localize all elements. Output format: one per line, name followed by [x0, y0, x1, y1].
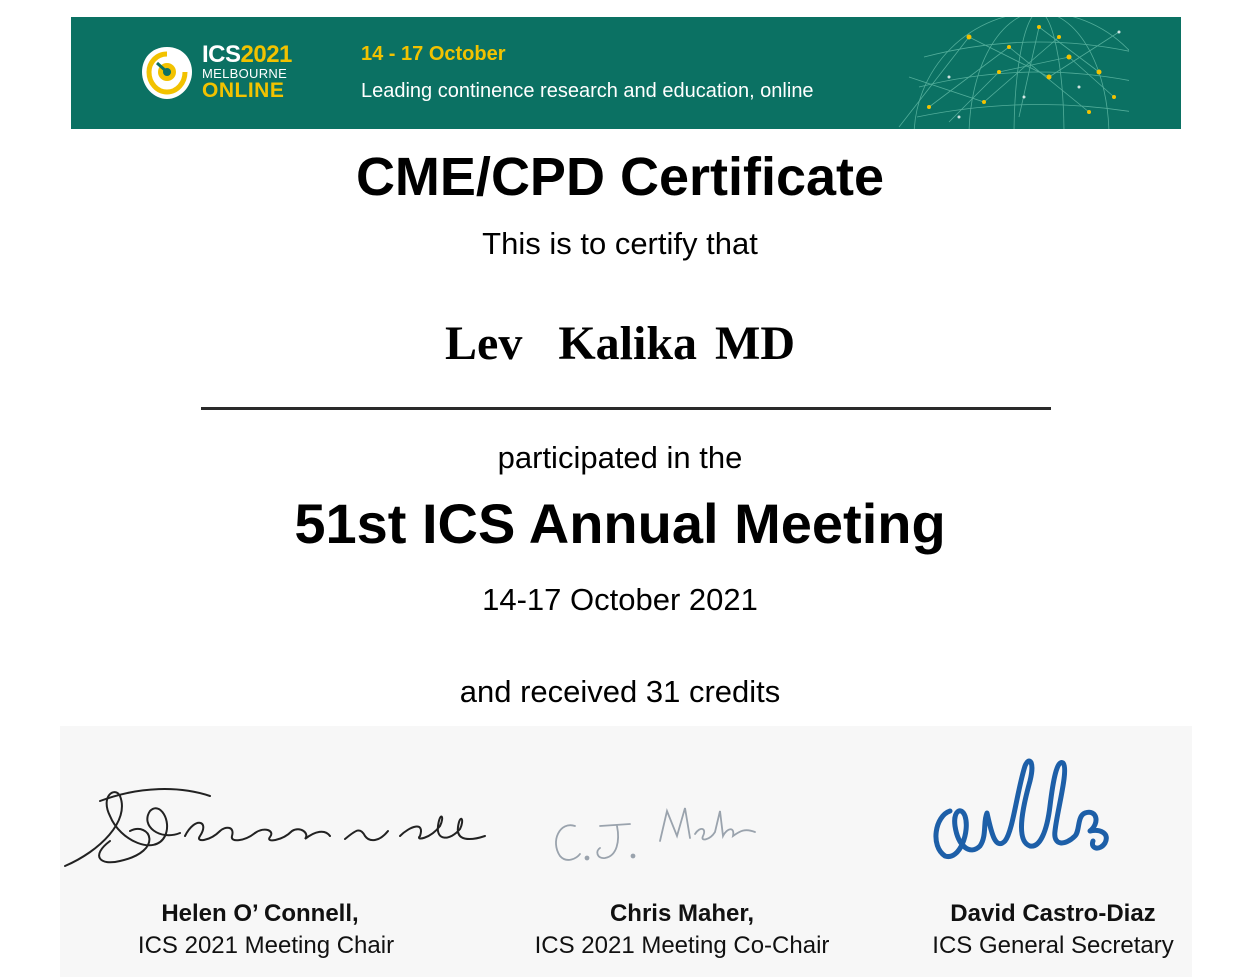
participated-text: participated in the: [497, 440, 743, 475]
logo-wordmark: [202, 43, 292, 101]
event-banner: [71, 17, 1181, 129]
certificate-title: CME/CPD Certificate: [355, 147, 885, 207]
signatory-role-1: ICS 2021 Meeting Chair: [137, 932, 395, 959]
meeting-name: 51st ICS Annual Meeting: [294, 492, 946, 555]
signature-chris-maher: [545, 796, 775, 871]
certify-text: This is to certify that: [482, 226, 758, 261]
signatory-name-3: David Castro-Diaz: [950, 900, 1156, 927]
meeting-dates: 14-17 October 2021: [482, 582, 758, 617]
signatures-panel: [60, 726, 1192, 977]
ics-logo-icon: [139, 43, 195, 103]
logo-online: ONLINE: [202, 79, 285, 102]
signature-helen-oconnell: [60, 781, 500, 876]
signatory-role-3: ICS General Secretary: [932, 932, 1174, 959]
logo-year: 2021: [240, 41, 292, 68]
globe-network-icon: [889, 17, 1129, 129]
banner-dates: 14 - 17 October: [361, 43, 506, 65]
logo-ics: ICS: [202, 41, 241, 68]
signature-david-castro-diaz: [925, 751, 1135, 871]
signatory-name-2: Chris Maher,: [609, 900, 755, 927]
name-underline: [201, 407, 1051, 410]
recipient-name: Lev Kalika MD: [445, 317, 795, 370]
signatory-name-1: Helen O’ Connell,: [161, 900, 359, 927]
banner-tagline: Leading continence research and education, online: [361, 80, 814, 102]
logo-city: MELBOURNE: [202, 66, 288, 81]
signatory-role-2: ICS 2021 Meeting Co-Chair: [534, 932, 830, 959]
credits-text: and received 31 credits: [459, 674, 781, 709]
